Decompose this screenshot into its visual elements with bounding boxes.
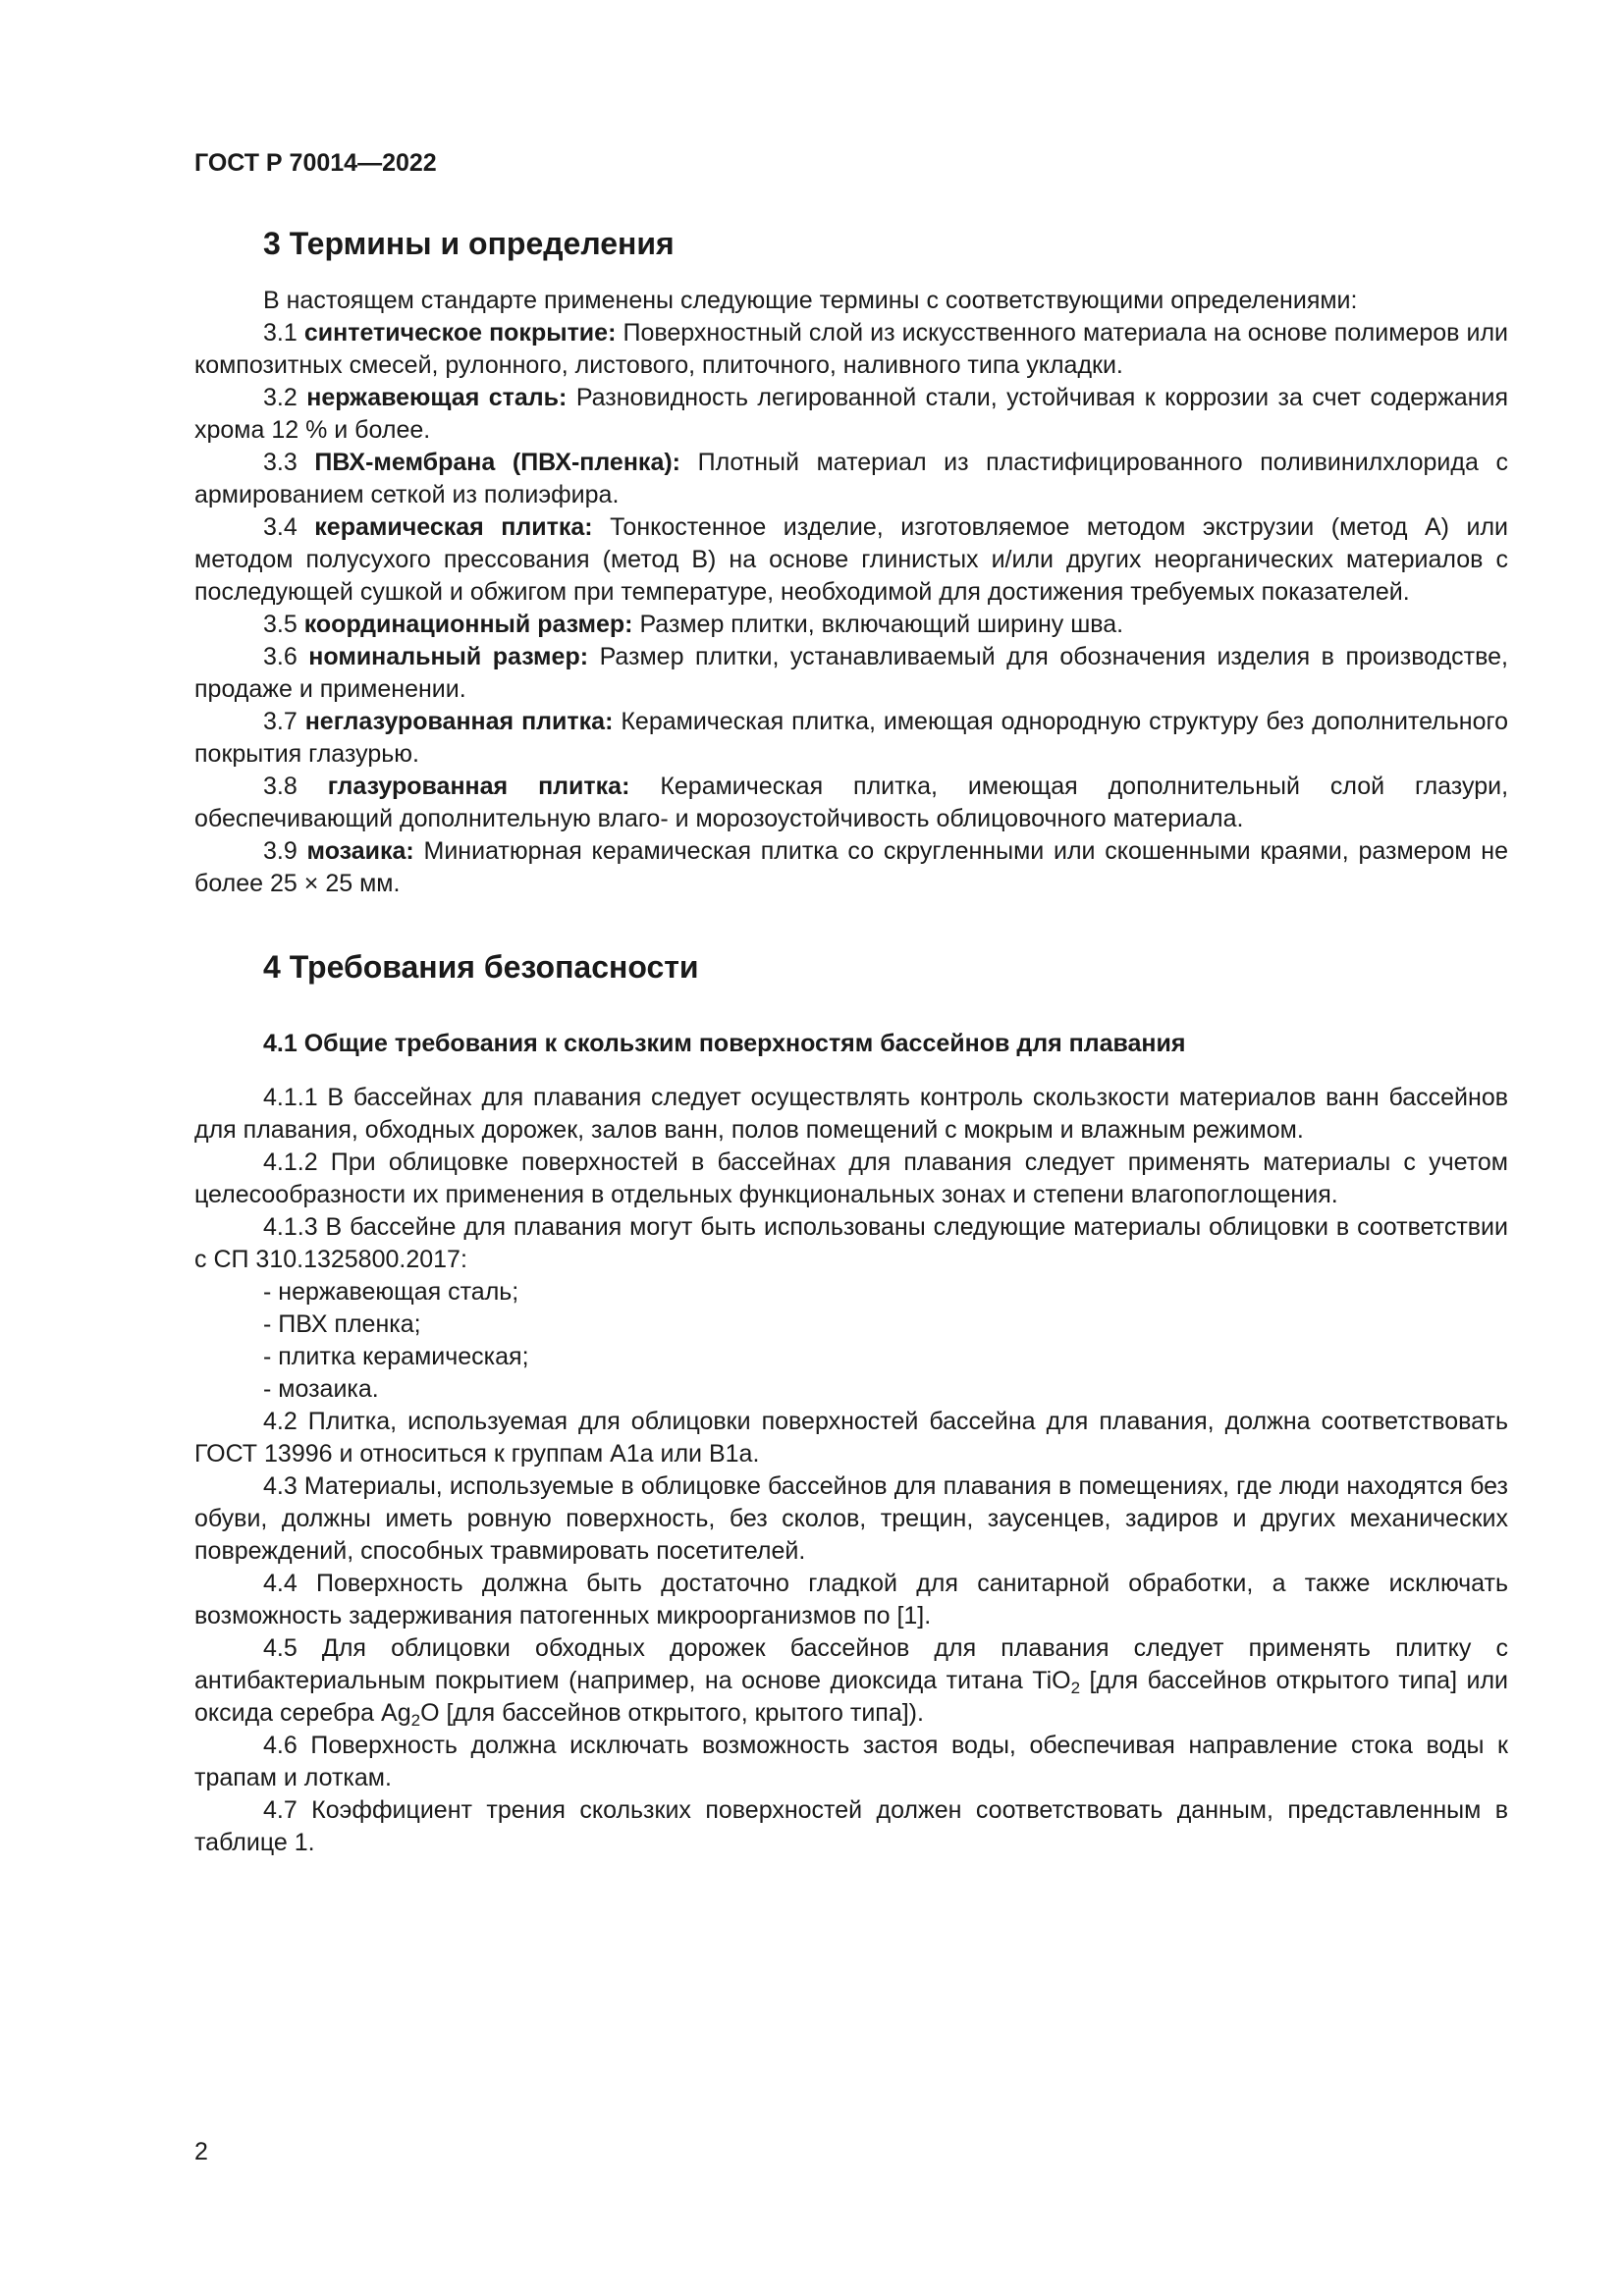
list-item: - плитка керамическая; (263, 1343, 529, 1370)
term-definition: Размер плитки, устанавливаемый для обозначения изделия в производстве, продаже и применении. (194, 643, 1508, 703)
term-item: 3.8 глазурованная плитка: Керамическая плитка, имеющая дополнительный слой глазури, обеспечивающий дополнительную влаго- и морозоустойчивость облицовочного материала. (194, 773, 1509, 832)
list-item: - нержавеющая сталь; (263, 1278, 519, 1306)
term-item: 3.2 нержавеющая сталь: Разновидность легированной стали, устойчивая к коррозии за счет содержания хрома 12 % и более. (194, 384, 1509, 444)
document-body (194, 224, 1508, 1859)
term-definition: Размер плитки, включающий ширину шва. (639, 611, 1124, 638)
paragraph-4-1-2: 4.1.2 При облицовке поверхностей в бассейнах для плавания следует применять материалы с учетом целесообразности их применения в отдельных функциональных зонах и степени влагопоглощения. (194, 1148, 1508, 1208)
term-item: 3.9 мозаика: Миниатюрная керамическая плитка со скругленными или скошенными краями, размером не более 25 × 25 мм. (194, 837, 1509, 897)
paragraph-4-4: 4.4 Поверхность должна быть достаточно гладкой для санитарной обработки, а также исключать возможность задерживания патогенных микроорганизмов по [1]. (194, 1570, 1508, 1629)
list-item: - мозаика. (263, 1375, 379, 1403)
term-name: глазурованная плитка: (327, 773, 630, 800)
term-name: неглазурованная плитка: (304, 708, 614, 735)
section-3-title: 3 Термины и определения (263, 226, 675, 261)
paragraph-4-3: 4.3 Материалы, используемые в облицовке бассейнов для плавания в помещениях, где люди находятся без обуви, должны иметь ровную поверхность, без сколов, трещин, заусенцев, задиров и других механических повреждений, способных травмировать посетителей. (194, 1472, 1508, 1565)
term-definition: Поверхностный слой из искусственного материала на основе полимеров или композитных смесей, рулонного, листового, плиточного, наливного типа укладки. (194, 319, 1509, 379)
term-definition: Разновидность легированной стали, устойчивая к коррозии за счет содержания хрома 12 % и более. (194, 384, 1509, 444)
paragraph-4-1-3: 4.1.3 В бассейне для плавания могут быть использованы следующие материалы облицовки в соответствии с СП 310.1325800.2017: (194, 1213, 1508, 1273)
term-item: 3.3 ПВХ-мембрана (ПВХ-пленка): Плотный материал из пластифицированного поливинилхлорида с армированием сеткой из полиэфира. (194, 449, 1508, 508)
term-item: 3.7 неглазурованная плитка: Керамическая плитка, имеющая однородную структуру без дополнительного покрытия глазурью. (194, 708, 1508, 768)
list-item: - ПВХ пленка; (263, 1310, 421, 1338)
term-name: ПВХ-мембрана (ПВХ-пленка): (314, 449, 680, 476)
term-definition: Керамическая плитка, имеющая дополнительный слой глазури, обеспечивающий дополнительную влаго- и морозоустойчивость облицовочного материала. (194, 773, 1509, 832)
page-number: 2 (194, 2138, 208, 2165)
term-name: номинальный размер: (308, 643, 589, 670)
term-name: синтетическое покрытие: (303, 319, 617, 347)
term-definition: Плотный материал из пластифицированного поливинилхлорида с армированием сеткой из полиэфира. (194, 449, 1508, 508)
paragraph-4-7: 4.7 Коэффициент трения скользких поверхностей должен соответствовать данным, представленным в таблице 1. (194, 1796, 1508, 1856)
term-name: керамическая плитка: (314, 513, 593, 541)
term-definition: Миниатюрная керамическая плитка со скругленными или скошенными краями, размером не более 25 × 25 мм. (194, 837, 1509, 897)
term-name: нержавеющая сталь: (306, 384, 568, 411)
term-item: 3.4 керамическая плитка: Тонкостенное изделие, изготовляемое методом экструзии (метод А) или методом полусухого прессования (метод В) на основе глинистых и/или других неорганических материалов с последующей сушкой и обжигом при температуре, необходимой для достижения требуемых показателей. (194, 513, 1508, 606)
section-4-title: 4 Требования безопасности (263, 949, 699, 985)
term-item: 3.1 синтетическое покрытие: Поверхностный слой из искусственного материала на основе полимеров или композитных смесей, рулонного, листового, плиточного, наливного типа укладки. (194, 319, 1509, 379)
paragraph-4-5: 4.5 Для облицовки обходных дорожек бассейнов для плавания следует применять плитку с антибактериальным покрытием (например, на основе диоксида титана TiO$_2$ [для бассейнов открытого типа] или оксида серебра $Ag_2O$ [для бассейнов открытого, крытого типа]). (194, 1634, 1508, 1730)
document-header: ГОСТ Р 70014—2022 (194, 149, 437, 177)
paragraph-4-1-1: 4.1.1 В бассейнах для плавания следует осуществлять контроль скользкости материалов ванн бассейнов для плавания, обходных дорожек, залов ванн, полов помещений с мокрым и влажным режимом. (194, 1084, 1508, 1144)
term-name: мозаика: (306, 837, 414, 865)
section-3-intro: В настоящем стандарте применены следующие термины с соответствующими определениями: (263, 287, 1358, 314)
paragraph-4-2: 4.2 Плитка, используемая для облицовки поверхностей бассейна для плавания, должна соответствовать ГОСТ 13996 и относиться к группам А1а или В1а. (194, 1408, 1508, 1468)
term-definition: Керамическая плитка, имеющая однородную структуру без дополнительного покрытия глазурью. (194, 708, 1508, 768)
term-definition: Тонкостенное изделие, изготовляемое методом экструзии (метод А) или методом полусухого прессования (метод В) на основе глинистых и/или других неорганических материалов с последующей сушкой и обжигом при температуре, необходимой для достижения требуемых показателей. (194, 513, 1508, 606)
term-item: 3.5 координационный размер: Размер плитки, включающий ширину шва. (263, 611, 1124, 638)
term-name: координационный размер: (303, 611, 633, 638)
paragraph-4-6: 4.6 Поверхность должна исключать возможность застоя воды, обеспечивая направление стока воды к трапам и лоткам. (194, 1732, 1508, 1791)
term-item: 3.6 номинальный размер: Размер плитки, устанавливаемый для обозначения изделия в производстве, продаже и применении. (194, 643, 1508, 703)
subsection-4-1-title: 4.1 Общие требования к скользким поверхностям бассейнов для плавания (263, 1030, 1186, 1057)
